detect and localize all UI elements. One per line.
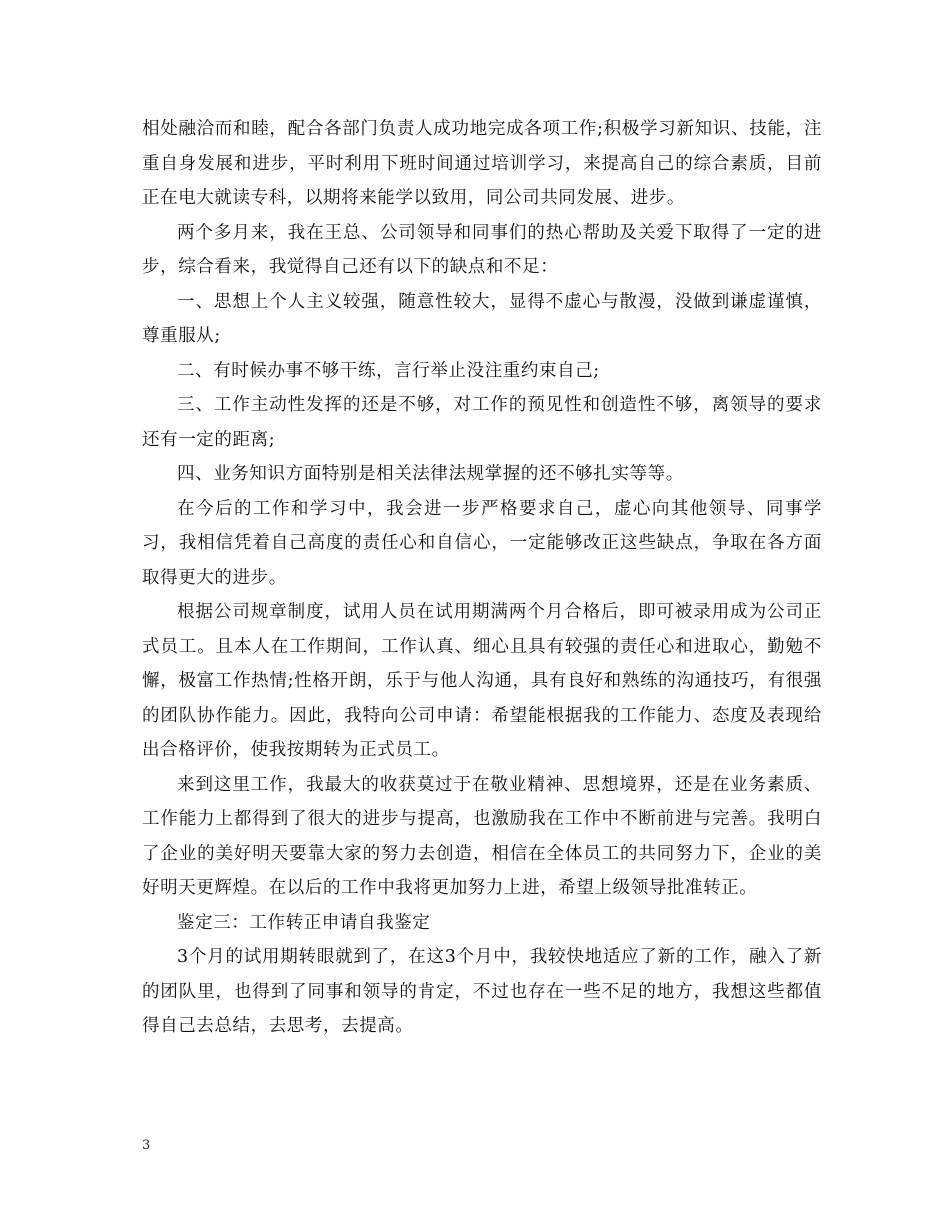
list-item-paragraph: 一、思想上个人主义较强，随意性较大，显得不虚心与散漫，没做到谦虚谨慎，尊重服从; [142, 291, 822, 346]
document-body [142, 112, 822, 1044]
paragraph: 根据公司规章制度，试用人员在试用期满两个月合格后，即可被录用成为公司正式员工。且本人在工作期间，工作认真、细心且具有较强的责任心和进取心，勤勉不懈，极富工作热情;性格开朗，乐于与他人沟通，具有良好和熟练的沟通技巧，有很强的团队协作能力。因此，我特向公司申请：希望能根据我的工作能力、态度及表现给出合格评价，使我按期转为正式员工。 [142, 602, 822, 760]
list-item-paragraph: 四、业务知识方面特别是相关法律法规掌握的还不够扎实等等。 [177, 464, 684, 484]
list-item-paragraph: 二、有时候办事不够干练，言行举止没注重约束自己; [177, 360, 600, 381]
paragraph: 两个多月来，我在王总、公司领导和同事们的热心帮助及关爱下取得了一定的进步，综合看来，我觉得自己还有以下的缺点和不足： [142, 222, 822, 277]
paragraph: 3个月的试用期转眼就到了，在这3个月中，我较快地适应了新的工作，融入了新的团队里，也得到了同事和领导的肯定，不过也存在一些不足的地方，我想这些都值得自己去总结，去思考，去提高。 [142, 947, 822, 1036]
paragraph: 相处融洽而和睦，配合各部门负责人成功地完成各项工作;积极学习新知识、技能，注重自身发展和进步，平时利用下班时间通过培训学习，来提高自己的综合素质，目前正在电大就读专科，以期将来能学以致用，同公司共同发展、进步。 [142, 119, 822, 208]
section-heading: 鉴定三：工作转正申请自我鉴定 [177, 912, 431, 933]
list-item-paragraph: 三、工作主动性发挥的还是不够，对工作的预见性和创造性不够，离领导的要求还有一定的距离; [142, 395, 822, 450]
paragraph: 来到这里工作，我最大的收获莫过于在敬业精神、思想境界，还是在业务素质、工作能力上都得到了很大的进步与提高，也激励我在工作中不断前进与完善。我明白了企业的美好明天要靠大家的努力去创造，相信在全体员工的共同努力下，企业的美好明天更辉煌。在以后的工作中我将更加努力上进，希望上级领导批准转正。 [142, 774, 822, 898]
paragraph: 在今后的工作和学习中，我会进一步严格要求自己，虚心向其他领导、同事学习，我相信凭着自己高度的责任心和自信心，一定能够改正这些缺点，争取在各方面取得更大的进步。 [142, 498, 822, 588]
page-number: 3 [142, 1138, 151, 1153]
